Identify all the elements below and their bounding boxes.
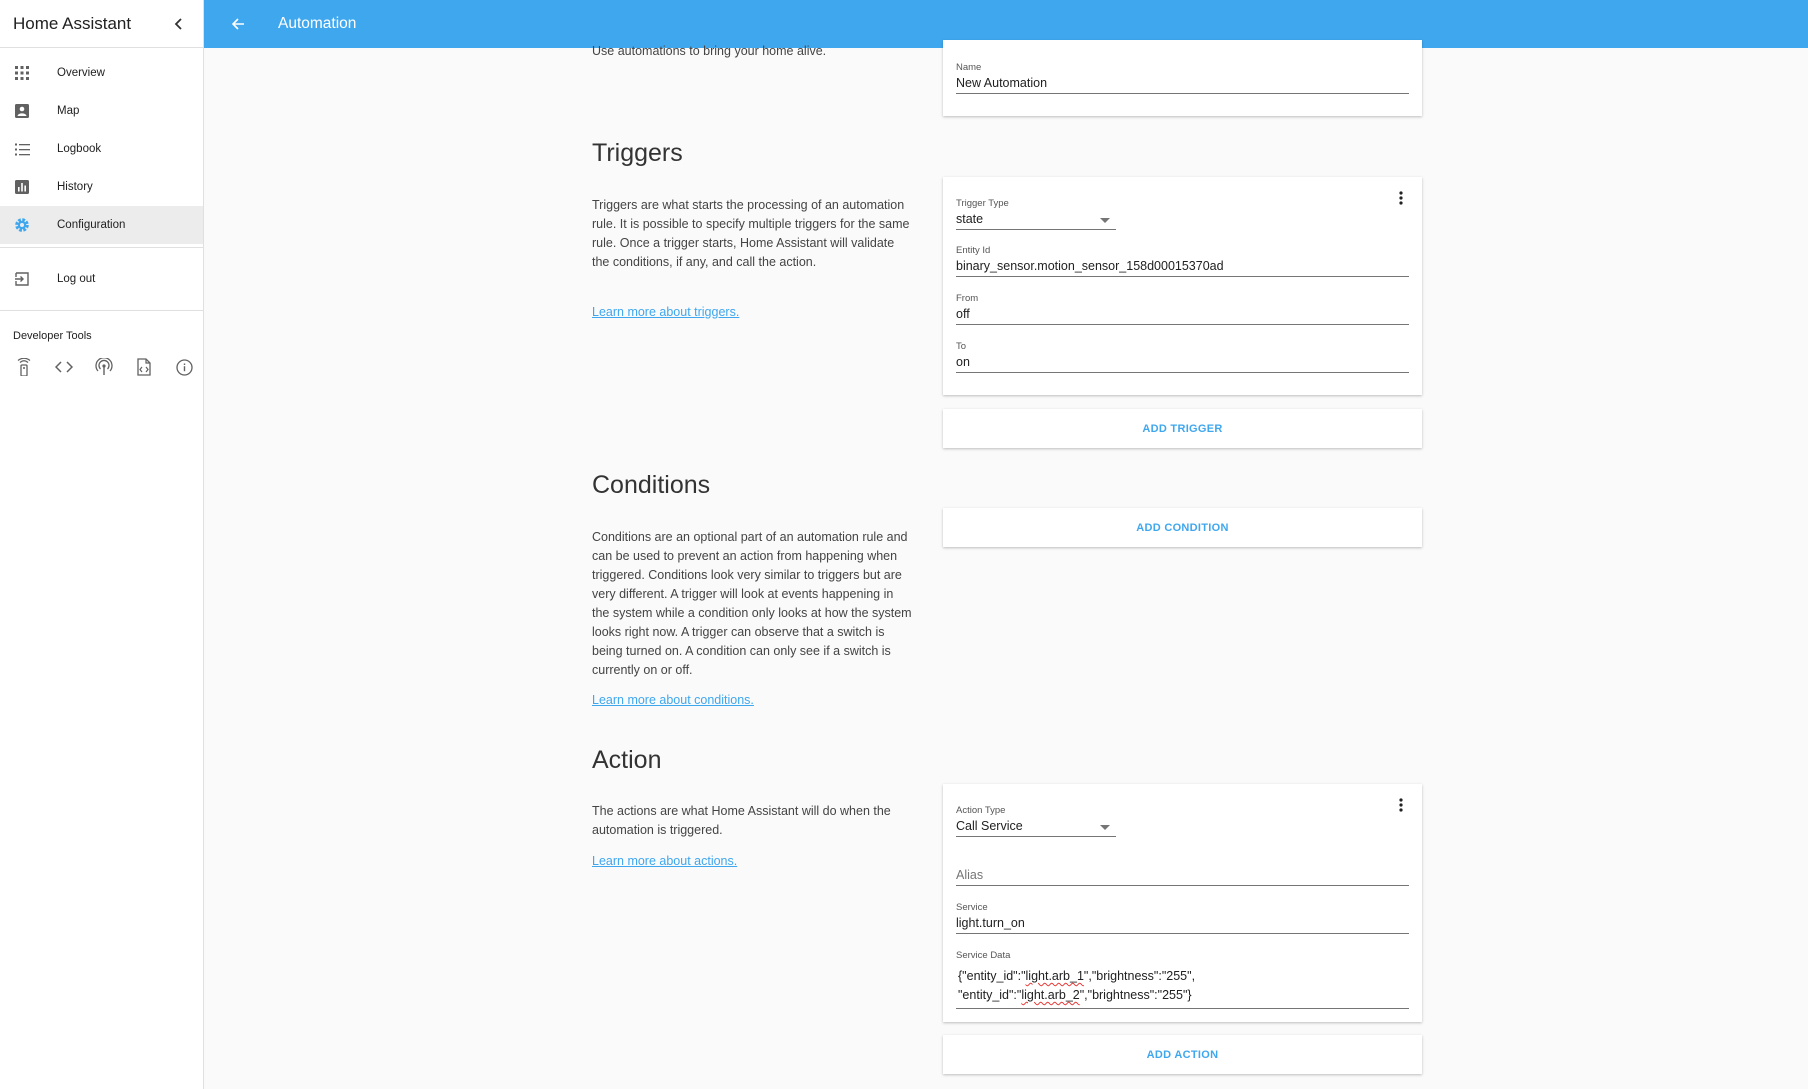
service-data-label: Service Data	[956, 950, 1011, 961]
entity-id-label: Entity Id	[956, 245, 991, 256]
service-data-text: light.arb_1	[1025, 969, 1084, 983]
alias-field[interactable]	[956, 865, 1409, 886]
service-data-text: {"entity_id":"	[958, 969, 1026, 983]
action-type-label: Action Type	[956, 805, 1006, 816]
service-data-textarea[interactable]	[956, 961, 1409, 1009]
chevron-left-icon[interactable]	[169, 14, 189, 34]
learn-more-actions-link[interactable]: Learn more about actions.	[592, 854, 738, 868]
sidebar-menu	[0, 48, 203, 244]
radio-tower-icon[interactable]	[93, 356, 115, 378]
action-type-selected: Call Service	[956, 819, 1023, 833]
developer-tools-bar	[0, 356, 203, 378]
remote-icon[interactable]	[13, 356, 35, 378]
sidebar-item-label: History	[57, 181, 93, 193]
trigger-card	[943, 177, 1422, 395]
to-field[interactable]	[956, 341, 1409, 373]
developer-tools-title: Developer Tools	[13, 330, 92, 342]
sidebar-item-overview[interactable]	[0, 54, 203, 92]
to-label: To	[956, 341, 967, 352]
name-label: Name	[956, 62, 982, 73]
add-trigger-button[interactable]: ADD TRIGGER	[943, 409, 1422, 448]
from-label: From	[956, 293, 979, 304]
service-label: Service	[956, 902, 988, 913]
trigger-type-label: Trigger Type	[956, 198, 1009, 209]
add-action-button[interactable]: ADD ACTION	[943, 1035, 1422, 1074]
sidebar-item-label: Logbook	[57, 143, 102, 155]
page-title: Automation	[278, 15, 357, 32]
information-outline-icon[interactable]	[173, 356, 195, 378]
sidebar-item-map[interactable]	[0, 92, 203, 130]
entity-id-input[interactable]: binary_sensor.motion_sensor_158d00015370ad	[956, 256, 1409, 277]
automation-editor	[204, 44, 1808, 1089]
trigger-type-dropdown[interactable]	[956, 198, 1116, 230]
apps-icon	[14, 65, 30, 81]
sidebar-item-history[interactable]	[0, 168, 203, 206]
dropdown-arrow-icon	[1100, 825, 1110, 830]
sidebar-title: Home Assistant	[13, 13, 132, 33]
sidebar-item-logbook[interactable]	[0, 130, 203, 168]
action-title: Action	[592, 746, 662, 774]
arrow-back-icon[interactable]	[226, 12, 250, 36]
service-data-text: ","brightness":"255",	[1083, 969, 1196, 983]
add-condition-button[interactable]: ADD CONDITION	[943, 508, 1422, 547]
code-tags-icon[interactable]	[53, 356, 75, 378]
more-vert-icon[interactable]	[1392, 189, 1410, 207]
service-data-text: "entity_id":"	[958, 988, 1022, 1002]
format-list-bulleted-icon	[14, 141, 30, 157]
service-input[interactable]: light.turn_on	[956, 913, 1409, 934]
learn-more-conditions-link[interactable]: Learn more about conditions.	[592, 693, 754, 707]
service-field[interactable]	[956, 902, 1409, 934]
action-description: The actions are what Home Assistant will do when the automation is triggered.	[592, 804, 891, 837]
sidebar-item-label: Overview	[57, 67, 105, 79]
sidebar-item-label: Configuration	[57, 219, 126, 231]
entity-id-field[interactable]	[956, 245, 1409, 277]
service-data-text: ","brightness":"255"}	[1079, 988, 1192, 1002]
service-data-text: light.arb_2	[1021, 988, 1080, 1002]
dropdown-arrow-icon	[1100, 218, 1110, 223]
intro-text: Use automations to bring your home alive.	[592, 44, 827, 58]
sidebar-divider	[0, 247, 203, 248]
logout-label: Log out	[57, 273, 96, 285]
from-field[interactable]	[956, 293, 1409, 325]
settings-icon	[14, 217, 30, 233]
name-input[interactable]: New Automation	[956, 73, 1409, 94]
file-xml-icon[interactable]	[133, 356, 155, 378]
sidebar	[0, 0, 204, 1089]
conditions-title: Conditions	[592, 471, 711, 499]
alias-input[interactable]: Alias	[956, 865, 1409, 886]
sidebar-item-label: Map	[57, 105, 80, 117]
triggers-title: Triggers	[592, 139, 683, 167]
trigger-type-selected: state	[956, 212, 984, 226]
chart-bar-icon	[14, 179, 30, 195]
action-card	[943, 784, 1422, 1022]
to-input[interactable]: on	[956, 352, 1409, 373]
action-type-value[interactable]	[956, 816, 1116, 837]
account-box-icon	[14, 103, 30, 119]
sidebar-item-configuration[interactable]	[0, 206, 203, 244]
logout-button[interactable]	[0, 260, 203, 298]
name-field[interactable]	[956, 62, 1409, 94]
sidebar-header	[0, 0, 203, 48]
trigger-type-value[interactable]	[956, 209, 1116, 230]
from-input[interactable]: off	[956, 304, 1409, 325]
logout-icon	[14, 271, 30, 287]
service-data-field[interactable]	[956, 950, 1409, 1009]
learn-more-triggers-link[interactable]: Learn more about triggers.	[592, 305, 740, 319]
more-vert-icon[interactable]	[1392, 796, 1410, 814]
triggers-description: Triggers are what starts the processing of an automation rule. It is possible to specify multiple triggers for the same rule. Once a trigger starts, Home Assistant will validate the conditions, if any, and call the action.	[592, 198, 910, 269]
name-card	[943, 40, 1422, 116]
action-type-dropdown[interactable]	[956, 805, 1116, 837]
conditions-description: Conditions are an optional part of an automation rule and can be used to prevent an action from happening when triggered. Conditions look very similar to triggers but are very different. A trigger will look at events happening in the system while a condition only looks at how the system looks right now. A trigger can observe that a switch is being turned on. A condition can only see if a switch is currently on or off.	[592, 530, 912, 677]
